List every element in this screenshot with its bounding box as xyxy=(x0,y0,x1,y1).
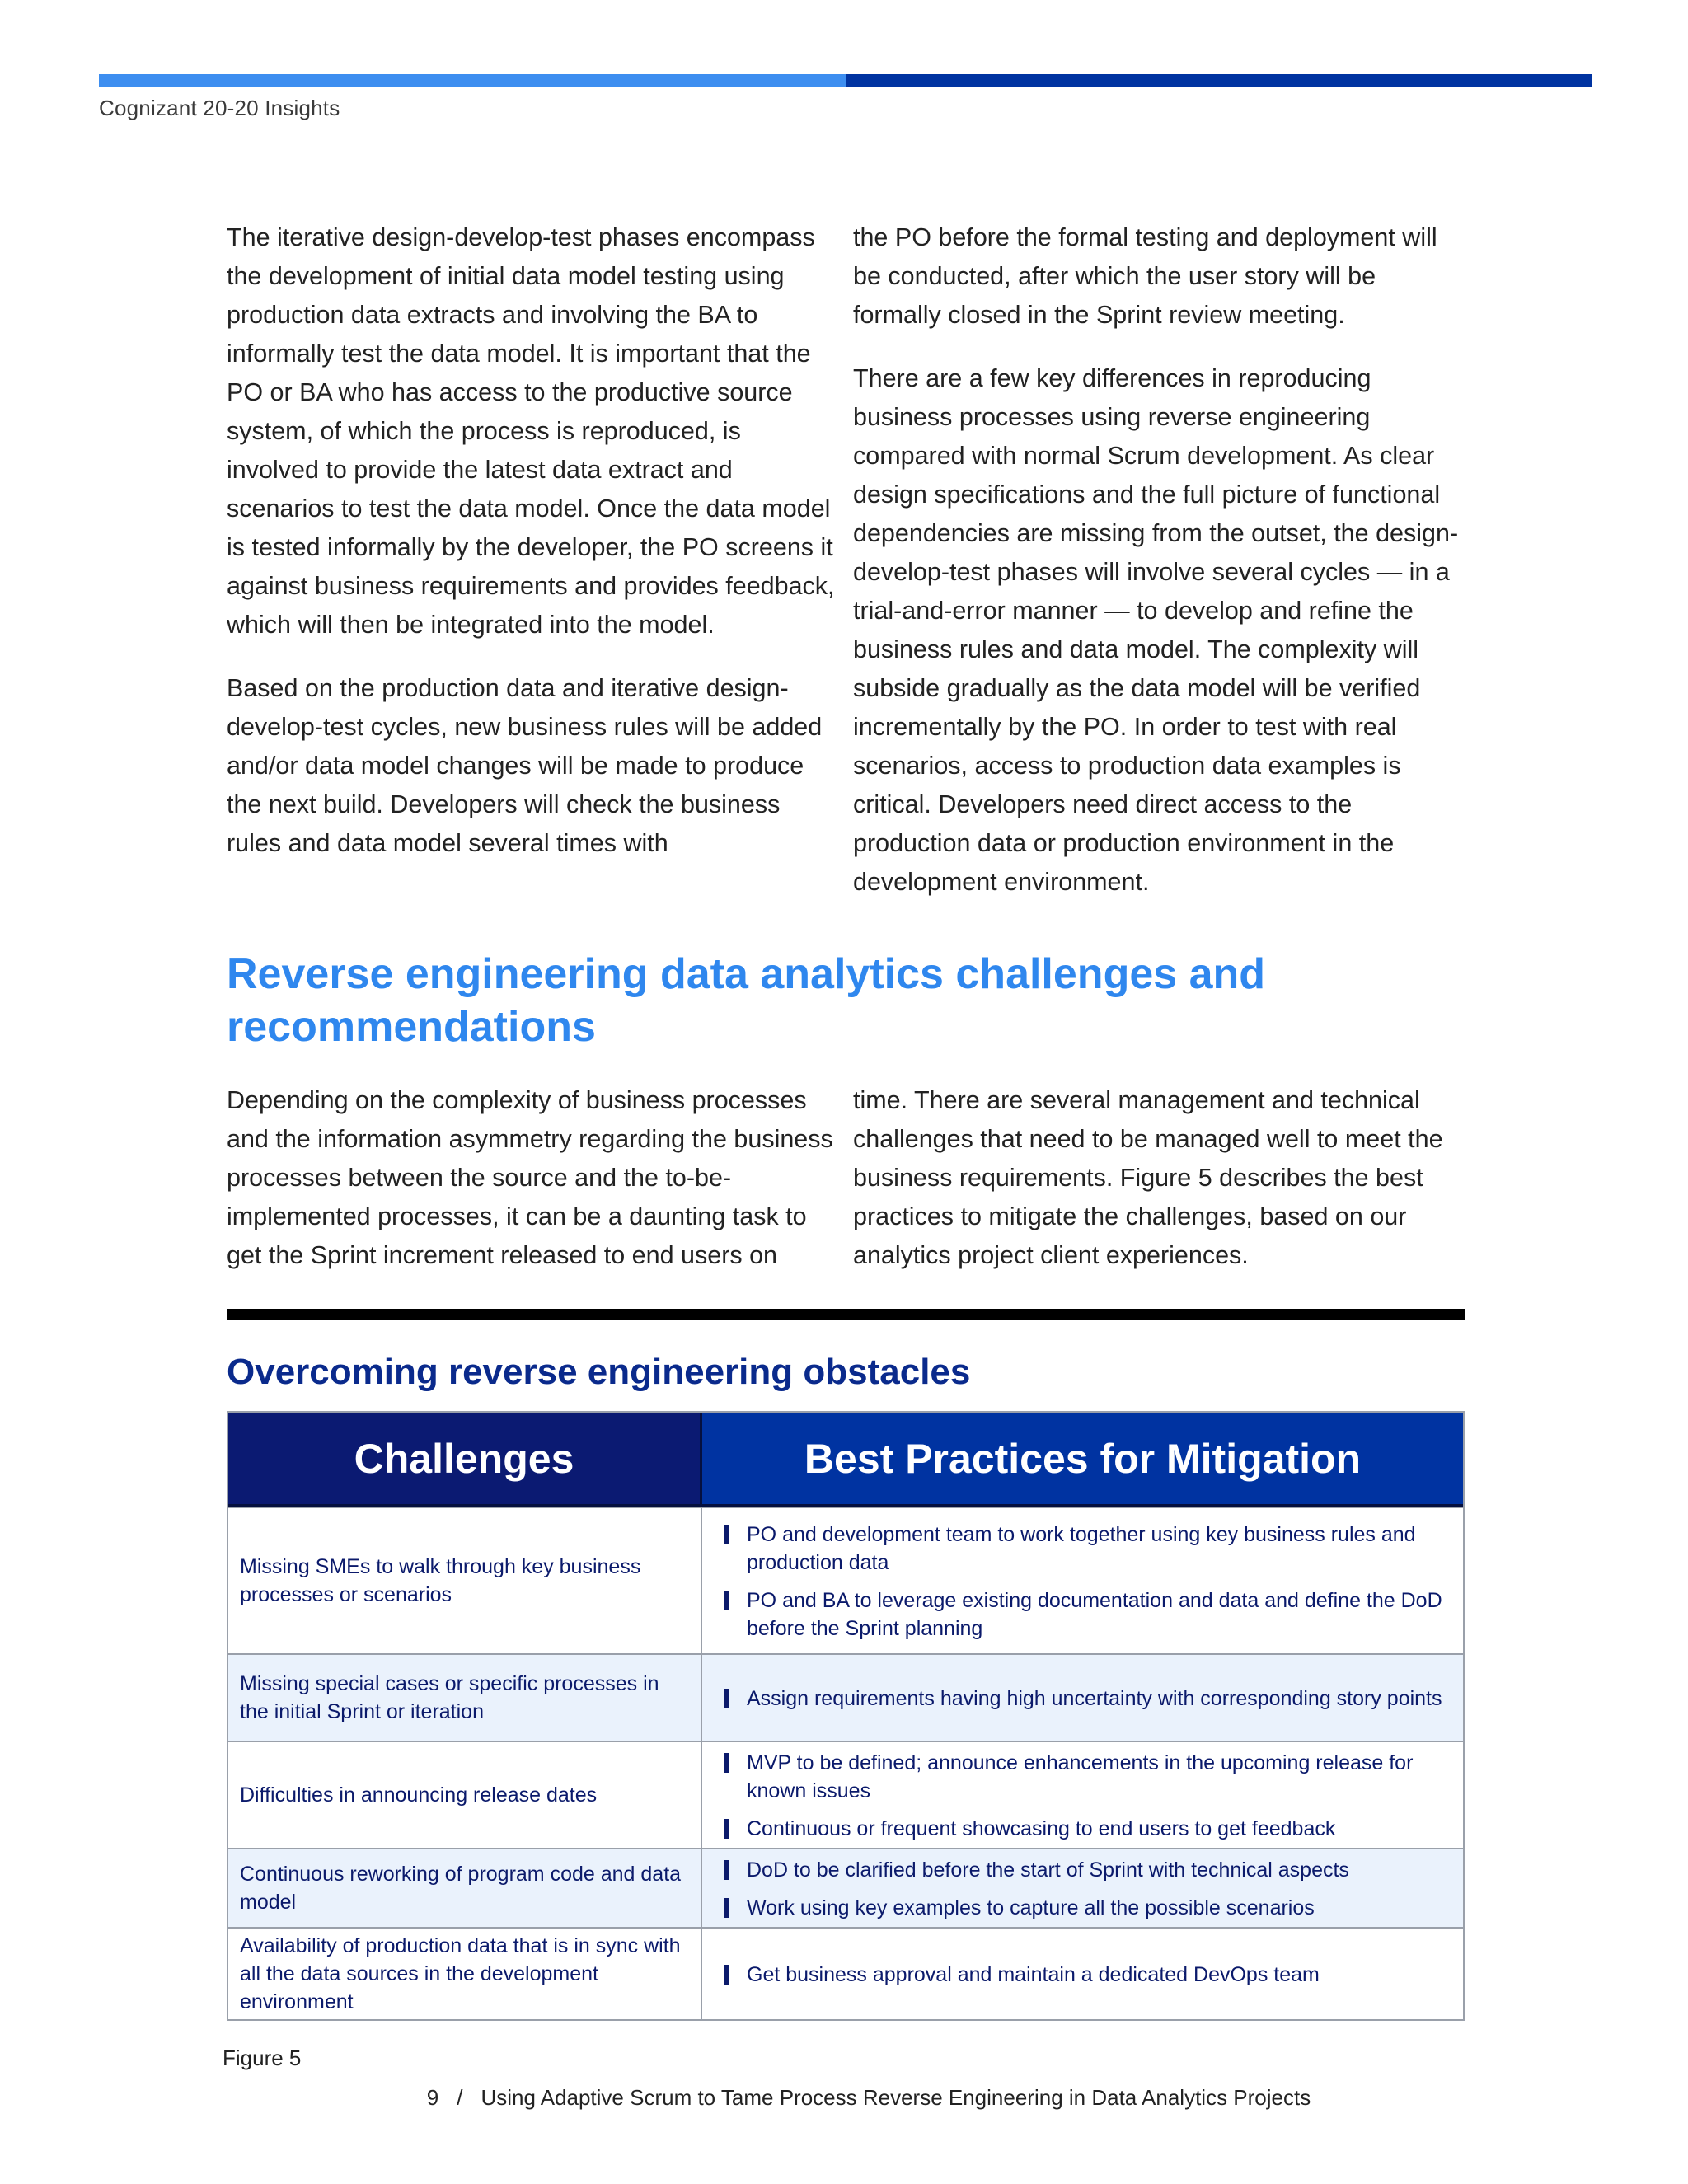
table-row xyxy=(228,1653,1463,1741)
section-left-paragraph: Depending on the complexity of business processes and the information asymmetry regarding the business processes between the source and the to-be-implemented processes, it can be a daunting task to get the Sprint increment released to end users on xyxy=(227,1086,833,1269)
practice-text: DoD to be clarified before the start of Sprint with technical aspects xyxy=(747,1858,1349,1882)
practice-item xyxy=(724,1961,1447,1989)
bullet-marker-icon xyxy=(724,1591,729,1610)
document-title: Using Adaptive Scrum to Tame Process Reverse Engineering in Data Analytics Projects xyxy=(481,2085,1311,2110)
practice-text: Assign requirements having high uncertainty with corresponding story points xyxy=(747,1687,1442,1710)
practice-item xyxy=(724,1894,1447,1922)
bullet-marker-icon xyxy=(724,1860,729,1880)
challenge-cell: Missing special cases or specific processes in the initial Sprint or iteration xyxy=(228,1655,702,1741)
figure-divider xyxy=(227,1309,1465,1320)
challenge-cell: Difficulties in announcing release dates xyxy=(228,1742,702,1848)
practice-text: Work using key examples to capture all the possible scenarios xyxy=(747,1896,1315,1919)
intro-right-paragraph-2: There are a few key differences in reproducing business processes using reverse engineering compared with normal Scrum development. As clear design specifications and the full picture of functional dependencies are missing from the outset, the design-develop-test phases will involve several cycles — in a trial-and-error manner — to develop and refine the business rules and data model. The complexity will subside gradually as the data model will be verified incrementally by the PO. In order to test with real scenarios, access to production data examples is critical. Developers need direct access to the production data or production environment in the development environment. xyxy=(853,364,1459,896)
bullet-marker-icon xyxy=(724,1898,729,1918)
practice-item xyxy=(724,1856,1447,1884)
header-bar-dark-segment xyxy=(846,74,1592,87)
table-row xyxy=(228,1927,1463,2019)
column-header-challenges: Challenges xyxy=(228,1413,702,1504)
practice-text: PO and development team to work together using key business rules and production data xyxy=(747,1523,1416,1574)
section-right-paragraph: time. There are several management and technical challenges that need to be managed well to meet the business requirements. Figure 5 describes the best practices to mitigate the challenges, based on our analytics project client experiences. xyxy=(853,1086,1443,1269)
header-color-bar xyxy=(99,74,1592,87)
bullet-marker-icon xyxy=(724,1753,729,1773)
practice-item xyxy=(724,1815,1447,1843)
intro-right-column xyxy=(853,218,1463,902)
figure-label: Figure 5 xyxy=(223,2046,302,2070)
bullet-marker-icon xyxy=(724,1525,729,1544)
section-columns xyxy=(227,1081,1463,1275)
section-heading: Reverse engineering data analytics challenges and recommendations xyxy=(227,950,1266,1051)
bullet-marker-icon xyxy=(724,1965,729,1985)
practice-text: Continuous or frequent showcasing to end users to get feedback xyxy=(747,1817,1336,1840)
intro-columns xyxy=(227,218,1463,902)
practice-item xyxy=(724,1685,1447,1713)
page-number: 9 xyxy=(426,2085,439,2110)
bullet-marker-icon xyxy=(724,1819,729,1839)
section-right-column xyxy=(853,1081,1463,1275)
practice-text: PO and BA to leverage existing documentation and data and define the DoD before the Sprint planning xyxy=(747,1589,1442,1640)
footer-separator: / xyxy=(457,2085,463,2110)
table-header xyxy=(228,1413,1463,1507)
table-row xyxy=(228,1741,1463,1848)
publication-name: Cognizant 20-20 Insights xyxy=(99,96,340,120)
challenge-cell: Availability of production data that is in sync with all the data sources in the development environment xyxy=(228,1929,702,2019)
obstacles-table xyxy=(227,1411,1465,2021)
figure-title: Overcoming reverse engineering obstacles xyxy=(227,1352,971,1392)
challenge-cell: Continuous reworking of program code and data model xyxy=(228,1849,702,1927)
practice-text: Get business approval and maintain a dedicated DevOps team xyxy=(747,1963,1320,1986)
practices-cell xyxy=(702,1655,1463,1741)
practices-cell xyxy=(702,1929,1463,2019)
page-footer xyxy=(0,2085,1688,2111)
intro-left-paragraph-2: Based on the production data and iterative design-develop-test cycles, new business rules will be added and/or data model changes will be made to produce the next build. Developers will check the business rules and data model several times with xyxy=(227,674,823,857)
practice-item xyxy=(724,1749,1447,1805)
practice-text: MVP to be defined; announce enhancements in the upcoming release for known issues xyxy=(747,1751,1414,1802)
intro-left-paragraph-1: The iterative design-develop-test phases encompass the development of initial data model testing using production data extracts and involving the BA to informally test the data model. It is important that the PO or BA who has access to the productive source system, of which the process is reproduced, is involved to provide the latest data extract and scenarios to test the data model. Once the data model is tested informally by the developer, the PO screens it against business requirements and provides feedback, which will then be integrated into the model. xyxy=(227,223,835,639)
section-left-column xyxy=(227,1081,837,1275)
intro-right-paragraph-1: the PO before the formal testing and deployment will be conducted, after which the user story will be formally closed in the Sprint review meeting. xyxy=(853,223,1437,329)
header-bar-light-segment xyxy=(99,74,846,87)
table-row xyxy=(228,1848,1463,1927)
bullet-marker-icon xyxy=(724,1689,729,1708)
practices-cell xyxy=(702,1742,1463,1848)
practice-item xyxy=(724,1521,1447,1577)
practices-cell xyxy=(702,1849,1463,1927)
intro-left-column xyxy=(227,218,837,902)
practice-item xyxy=(724,1586,1447,1643)
column-header-best-practices: Best Practices for Mitigation xyxy=(702,1413,1463,1504)
challenge-cell: Missing SMEs to walk through key business processes or scenarios xyxy=(228,1508,702,1653)
table-row xyxy=(228,1507,1463,1653)
practices-cell xyxy=(702,1508,1463,1653)
